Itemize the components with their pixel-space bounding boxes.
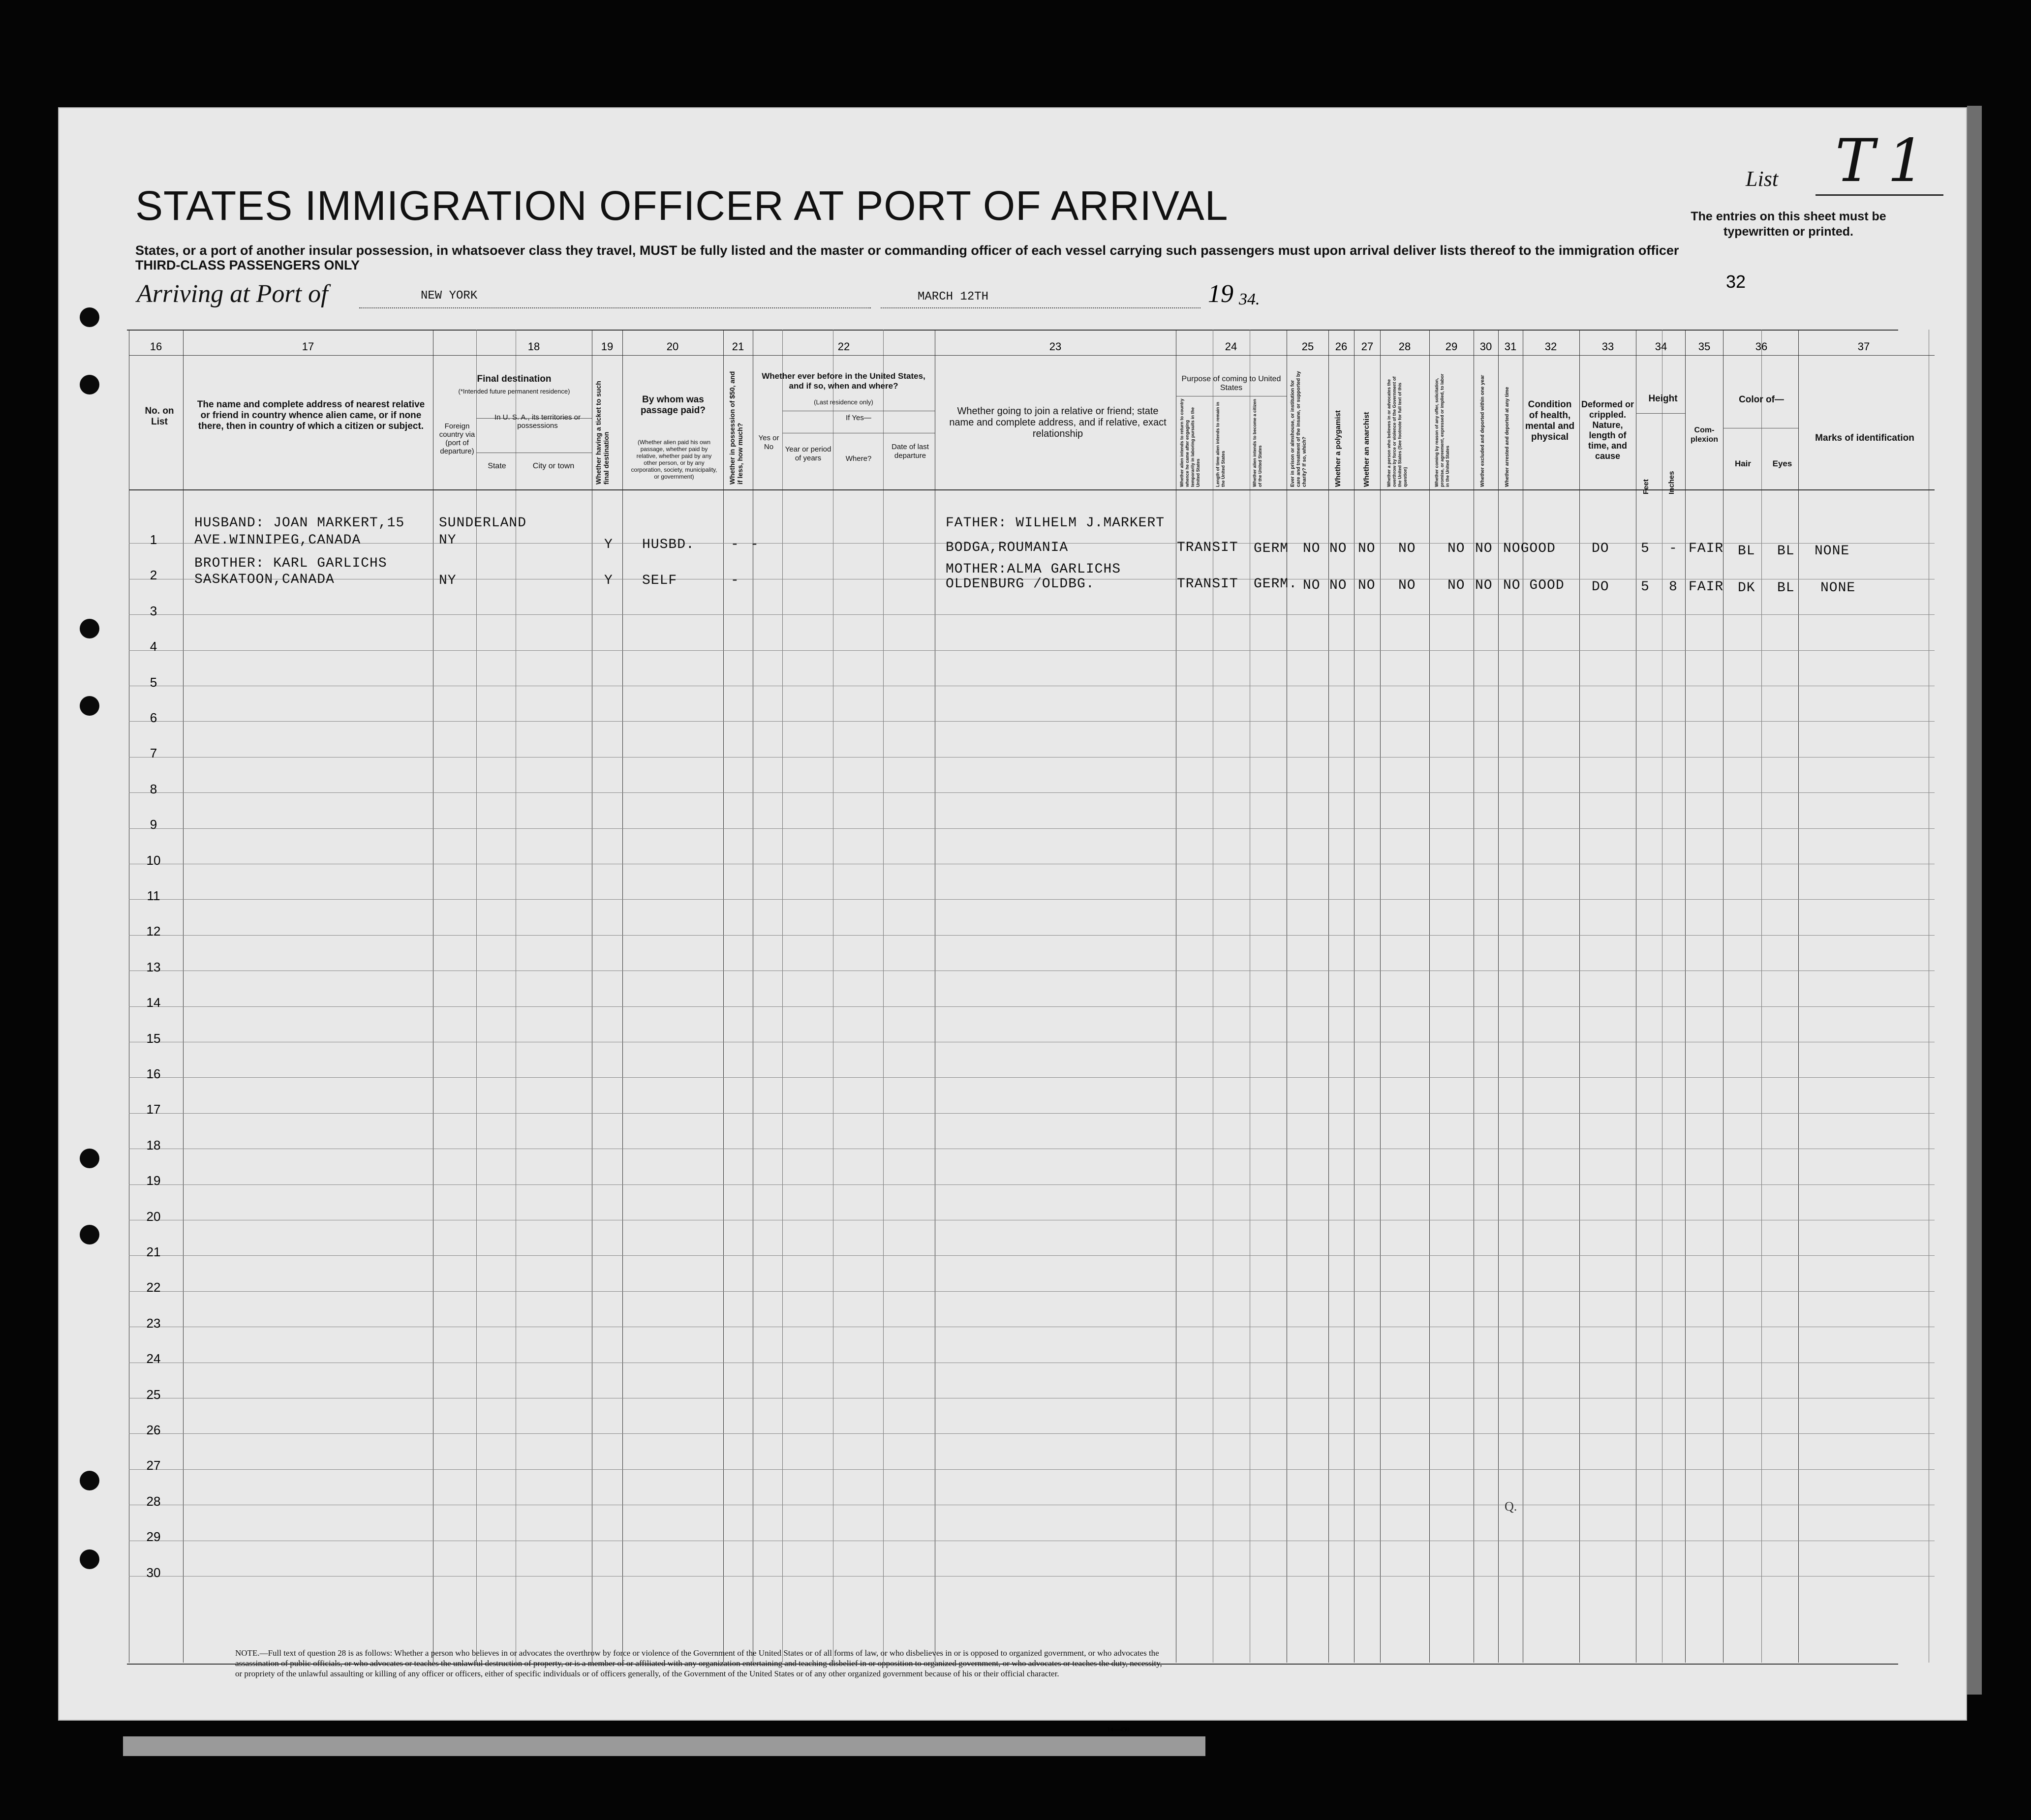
port-value: NEW YORK <box>421 289 478 303</box>
col22-year: Year or period of years <box>785 445 831 462</box>
row-number-2: 2 <box>150 568 157 583</box>
column-number-37: 37 <box>1857 340 1870 353</box>
row-number-27: 27 <box>146 1458 161 1473</box>
row1-nationality: GERM <box>1254 541 1289 556</box>
col33-header: Deformed or crippled. Nature, length of time, and cause <box>1581 399 1634 461</box>
row-line <box>129 1006 1935 1007</box>
row2-deformed: DO <box>1592 579 1609 595</box>
binder-hole-3 <box>80 619 99 638</box>
port-fill-line <box>359 307 871 308</box>
row-number-11: 11 <box>147 888 160 903</box>
col29-header: Whether coming by reason of any offer, solicitation, promise, or agreement, expressed or implied, to labor in the United States <box>1434 373 1450 487</box>
column-number-31: 31 <box>1504 340 1517 353</box>
column-divider <box>622 330 623 1663</box>
row1-c28: NO <box>1398 541 1416 556</box>
row1-complexion: FAIR <box>1689 541 1724 556</box>
row1-c30: NO <box>1475 541 1493 556</box>
row-number-8: 8 <box>150 781 157 796</box>
col18-state: State <box>488 462 506 470</box>
col18-header: Final destination <box>477 374 552 384</box>
col18-city: City or town <box>532 462 575 470</box>
subheader-line <box>1636 413 1685 414</box>
row-number-10: 10 <box>146 852 161 868</box>
row-number-4: 4 <box>150 639 157 654</box>
row2-c28: NO <box>1398 578 1416 593</box>
row2-c25: NO <box>1303 578 1321 593</box>
row-number-20: 20 <box>146 1209 161 1224</box>
row-number-1: 1 <box>150 532 157 547</box>
row2-nationality: GERM. <box>1254 576 1298 592</box>
col22-header: Whether ever before in the United States, and if so, when and where? <box>762 371 925 391</box>
row1-inches: - <box>1669 541 1678 556</box>
col18-note: (*Intended future permanent residence) <box>458 388 570 395</box>
row1-paid-by: HUSBD. <box>642 537 695 552</box>
row-number-18: 18 <box>146 1137 161 1153</box>
typewritten-note: The entries on this sheet must be typewritten or printed. <box>1691 210 1886 239</box>
column-divider <box>782 330 783 1663</box>
col32-header: Condition of health, mental and physical <box>1525 399 1575 442</box>
row-number-26: 26 <box>146 1423 161 1437</box>
column-divider <box>1328 330 1329 1663</box>
row-line <box>129 757 1935 758</box>
row2-join-line2: OLDENBURG /OLDBG. <box>946 576 1095 592</box>
page-title: STATES IMMIGRATION OFFICER AT PORT OF ARRIVAL <box>135 182 1229 229</box>
col16-header: No. on List <box>145 406 174 427</box>
row2-paid-by: SELF <box>642 573 677 588</box>
col24c-header: Whether alien intends to become a citizen of the United States <box>1252 398 1262 487</box>
row-number-16: 16 <box>146 1066 161 1081</box>
year-prefix: 19 <box>1208 280 1233 308</box>
col22-note: (Last residence only) <box>814 398 873 406</box>
row-number-3: 3 <box>150 603 157 618</box>
header-bottom-line <box>129 489 1935 490</box>
row-line <box>129 1113 1935 1114</box>
row2-c31-c32: NO GOOD <box>1503 578 1565 593</box>
row-number-24: 24 <box>146 1351 161 1366</box>
row1-eyes: BL <box>1777 544 1795 559</box>
row1-foreign: SUNDERLAND <box>439 516 527 531</box>
arriving-label: Arriving at Port of <box>137 280 328 308</box>
col18-usa: In U. S. A., its territories or possessions <box>494 413 581 430</box>
column-divider <box>1685 330 1686 1663</box>
row2-inches: 8 <box>1669 579 1678 595</box>
column-number-27: 27 <box>1361 340 1374 353</box>
row1-relative-line1: HUSBAND: JOAN MARKERT,15 <box>194 516 405 531</box>
row1-c31-c32: NOGOOD <box>1503 541 1556 556</box>
row1-c27: NO <box>1358 541 1376 556</box>
col17-header: The name and complete address of nearest relative or friend in country whence alien came, or if none there, then in country of which a citizen or subject. <box>197 399 425 431</box>
row-number-6: 6 <box>150 710 157 725</box>
row1-c25: NO <box>1303 541 1321 556</box>
col34-feet: Feet <box>1642 479 1650 494</box>
row-number-13: 13 <box>146 959 161 974</box>
col20-header: By whom was passage paid? <box>641 394 706 416</box>
column-number-30: 30 <box>1479 340 1492 353</box>
row1-c26: NO <box>1329 541 1347 556</box>
column-divider <box>1761 330 1762 1663</box>
column-number-32: 32 <box>1544 340 1557 353</box>
col25-header: Ever in prison or almshouse, or institution for care and treatment of the insane, or supported by charity? If so, which? <box>1290 371 1307 487</box>
row2-eyes: BL <box>1777 580 1795 596</box>
row-number-7: 7 <box>150 746 157 761</box>
column-number-24: 24 <box>1225 340 1237 353</box>
col28-header: Whether a person who believes in or advocates the overthrow by force or violence of the Government of the United States (See footnote for full text of this question) <box>1386 376 1408 487</box>
binder-hole-7 <box>80 1471 99 1490</box>
row1-state: NY <box>439 533 457 548</box>
column-number-21: 21 <box>732 340 744 353</box>
column-number-18: 18 <box>527 340 540 353</box>
col36-header: Color of— <box>1739 394 1784 405</box>
footnote-q28: NOTE.—Full text of question 28 is as follows: Whether a person who believes in or advocates the overthrow by force or violence of the Government of the United States or of all forms of law, or who disbelieves in or is opposed to organized government, or who advocates the assassination of public officials, or who advocates or teaches the unlawful destruction of property, or is a member of or affiliated with any organization entertaining and teaching disbelief in or opposition to organized government, or who advocates or teaches the duty, necessity, or propriety of the unlawful assaulting or killing of any officer or officers, either of specific individuals or of officers generally, of the Government of the United States or of any other organized government because of his or their official character. <box>235 1648 1162 1678</box>
row-line <box>129 1077 1935 1078</box>
col36-eyes: Eyes <box>1772 459 1792 468</box>
row-number-14: 14 <box>146 995 161 1010</box>
column-number-29: 29 <box>1445 340 1458 353</box>
row1-c29: NO <box>1447 541 1465 556</box>
bottom-strip <box>123 1736 1205 1756</box>
row2-c29: NO <box>1447 578 1465 593</box>
column-number-19: 19 <box>601 340 614 353</box>
col18-foreign: Foreign country via (port of departure) <box>439 422 475 455</box>
row1-purpose: TRANSIT <box>1177 540 1238 555</box>
column-number-17: 17 <box>302 340 314 353</box>
col24b-header: Length of time alien intends to remain in the United States <box>1215 401 1226 487</box>
list-number: T 1 <box>1835 127 1922 195</box>
page-number: 32 <box>1726 272 1746 292</box>
row2-c30: NO <box>1475 578 1493 593</box>
binder-hole-4 <box>80 696 99 716</box>
column-number-33: 33 <box>1601 340 1614 353</box>
row-number-9: 9 <box>150 817 157 832</box>
year-value: 34. <box>1239 290 1260 308</box>
row1-before: - <box>750 537 759 552</box>
pencil-mark: Q. <box>1505 1499 1517 1514</box>
row-line <box>129 650 1935 651</box>
row-number-15: 15 <box>146 1031 161 1046</box>
row-number-19: 19 <box>146 1173 161 1188</box>
row2-c26: NO <box>1329 578 1347 593</box>
row1-feet: 5 <box>1641 541 1650 556</box>
form-number: 14—430 <box>1107 1726 1130 1733</box>
row-line <box>129 721 1935 722</box>
col30-header: Whether excluded and deported within one year <box>1480 375 1485 487</box>
row2-money: - <box>731 573 739 588</box>
column-divider <box>1579 330 1580 1663</box>
row-line <box>129 828 1935 829</box>
row-number-25: 25 <box>146 1387 161 1402</box>
row2-state: NY <box>439 573 457 588</box>
row-line <box>129 935 1935 936</box>
col31-header: Whether arrested and deported at any time <box>1505 387 1510 487</box>
col34-header: Height <box>1648 394 1678 404</box>
col20-note: (Whether alien paid his own passage, whether paid by relative, whether paid by any other person, or by any corporation, society, municipality, or government) <box>631 439 717 480</box>
column-number-20: 20 <box>666 340 679 353</box>
date-value: MARCH 12TH <box>918 290 989 303</box>
instructions-line: States, or a port of another insular possession, in whatsoever class they travel, MUST be fully listed and the master or commanding officer of each vessel carrying such passengers must upon arrival deliver lists thereof to the immigration officer <box>135 243 1679 258</box>
row-line <box>129 1255 1935 1256</box>
col22-yesno: Yes or No <box>758 434 779 451</box>
col22-where: Where? <box>845 455 872 463</box>
row-number-23: 23 <box>146 1315 161 1331</box>
col22-ifyes: If Yes— <box>846 414 871 422</box>
column-number-34: 34 <box>1655 340 1667 353</box>
date-fill-line <box>881 307 1200 308</box>
row-number-12: 12 <box>146 924 161 939</box>
row-line <box>129 899 1935 900</box>
row-number-5: 5 <box>150 674 157 690</box>
row1-deformed: DO <box>1592 541 1609 556</box>
row2-hair: DK <box>1738 580 1755 596</box>
row2-relative-line1: BROTHER: KARL GARLICHS <box>194 556 387 571</box>
list-underline <box>1816 194 1943 196</box>
binder-hole-5 <box>80 1149 99 1168</box>
row-line <box>129 1576 1935 1577</box>
column-divider <box>883 330 884 1663</box>
column-divider <box>183 330 184 1663</box>
page-edge <box>1967 106 1982 1695</box>
column-number-16: 16 <box>150 340 162 353</box>
col27-header: Whether an anarchist <box>1362 412 1371 487</box>
col22-date: Date of last departure <box>892 443 929 460</box>
column-number-36: 36 <box>1755 340 1768 353</box>
column-divider <box>1429 330 1430 1663</box>
row-number-29: 29 <box>146 1529 161 1545</box>
col36-hair: Hair <box>1734 459 1752 468</box>
col23-header: Whether going to join a relative or friend; state name and complete address, and if relative, exact relationship <box>949 406 1167 439</box>
list-label: List <box>1746 167 1779 191</box>
row1-marks: NONE <box>1815 544 1850 559</box>
class-line: THIRD-CLASS PASSENGERS ONLY <box>135 258 360 273</box>
binder-hole-2 <box>80 375 99 394</box>
row1-relative-line2: AVE.WINNIPEG,CANADA <box>194 533 361 548</box>
column-divider <box>1498 330 1499 1663</box>
column-number-28: 28 <box>1398 340 1411 353</box>
row-line <box>129 792 1935 793</box>
row-number-28: 28 <box>146 1493 161 1509</box>
column-number-22: 22 <box>837 340 850 353</box>
column-number-25: 25 <box>1301 340 1314 353</box>
column-number-23: 23 <box>1049 340 1062 353</box>
row-line <box>129 1433 1935 1434</box>
row2-join-line1: MOTHER:ALMA GARLICHS <box>946 562 1121 577</box>
row2-complexion: FAIR <box>1689 579 1724 595</box>
col26-header: Whether a polygamist <box>1334 410 1342 487</box>
row1-money: - <box>731 537 739 552</box>
column-divider <box>1798 330 1799 1663</box>
row-line <box>129 614 1935 615</box>
row2-purpose: TRANSIT <box>1177 576 1238 592</box>
col34-inches: Inches <box>1667 471 1676 494</box>
row-number-22: 22 <box>146 1280 161 1295</box>
binder-hole-1 <box>80 307 99 327</box>
row1-ticket: Y <box>604 537 613 552</box>
binder-hole-8 <box>80 1549 99 1569</box>
col21-header: Whether in possession of $50, and if less, how much? <box>728 371 744 485</box>
col19-header: Whether having a ticket to such final destination <box>594 381 610 485</box>
col24-header: Purpose of coming to United States <box>1181 375 1281 392</box>
row1-join-line1: FATHER: WILHELM J.MARKERT <box>946 516 1165 531</box>
row-number-30: 30 <box>146 1565 161 1580</box>
row2-c27: NO <box>1358 578 1376 593</box>
column-number-26: 26 <box>1335 340 1348 353</box>
colnum-row-line <box>129 355 1935 356</box>
row-number-21: 21 <box>146 1244 161 1259</box>
binder-hole-6 <box>80 1225 99 1244</box>
col37-header: Marks of identification <box>1815 433 1914 443</box>
row2-feet: 5 <box>1641 579 1650 595</box>
column-divider <box>723 330 724 1663</box>
row-line <box>129 1291 1935 1292</box>
row-line <box>129 1469 1935 1470</box>
col24a-header: Whether alien intends to return to country whence he came after engaging temporarily in laboring pursuits in the United States <box>1179 398 1200 487</box>
col35-header: Com-plexion <box>1690 426 1718 444</box>
column-divider <box>1380 330 1381 1663</box>
row2-relative-line2: SASKATOON,CANADA <box>194 572 335 587</box>
column-number-35: 35 <box>1698 340 1711 353</box>
row2-marks: NONE <box>1820 580 1856 596</box>
row1-hair: BL <box>1738 544 1755 559</box>
row2-ticket: Y <box>604 573 613 588</box>
row-number-17: 17 <box>146 1102 161 1117</box>
row-line <box>129 1184 1935 1185</box>
row1-join-line2: BODGA,ROUMANIA <box>946 540 1069 555</box>
